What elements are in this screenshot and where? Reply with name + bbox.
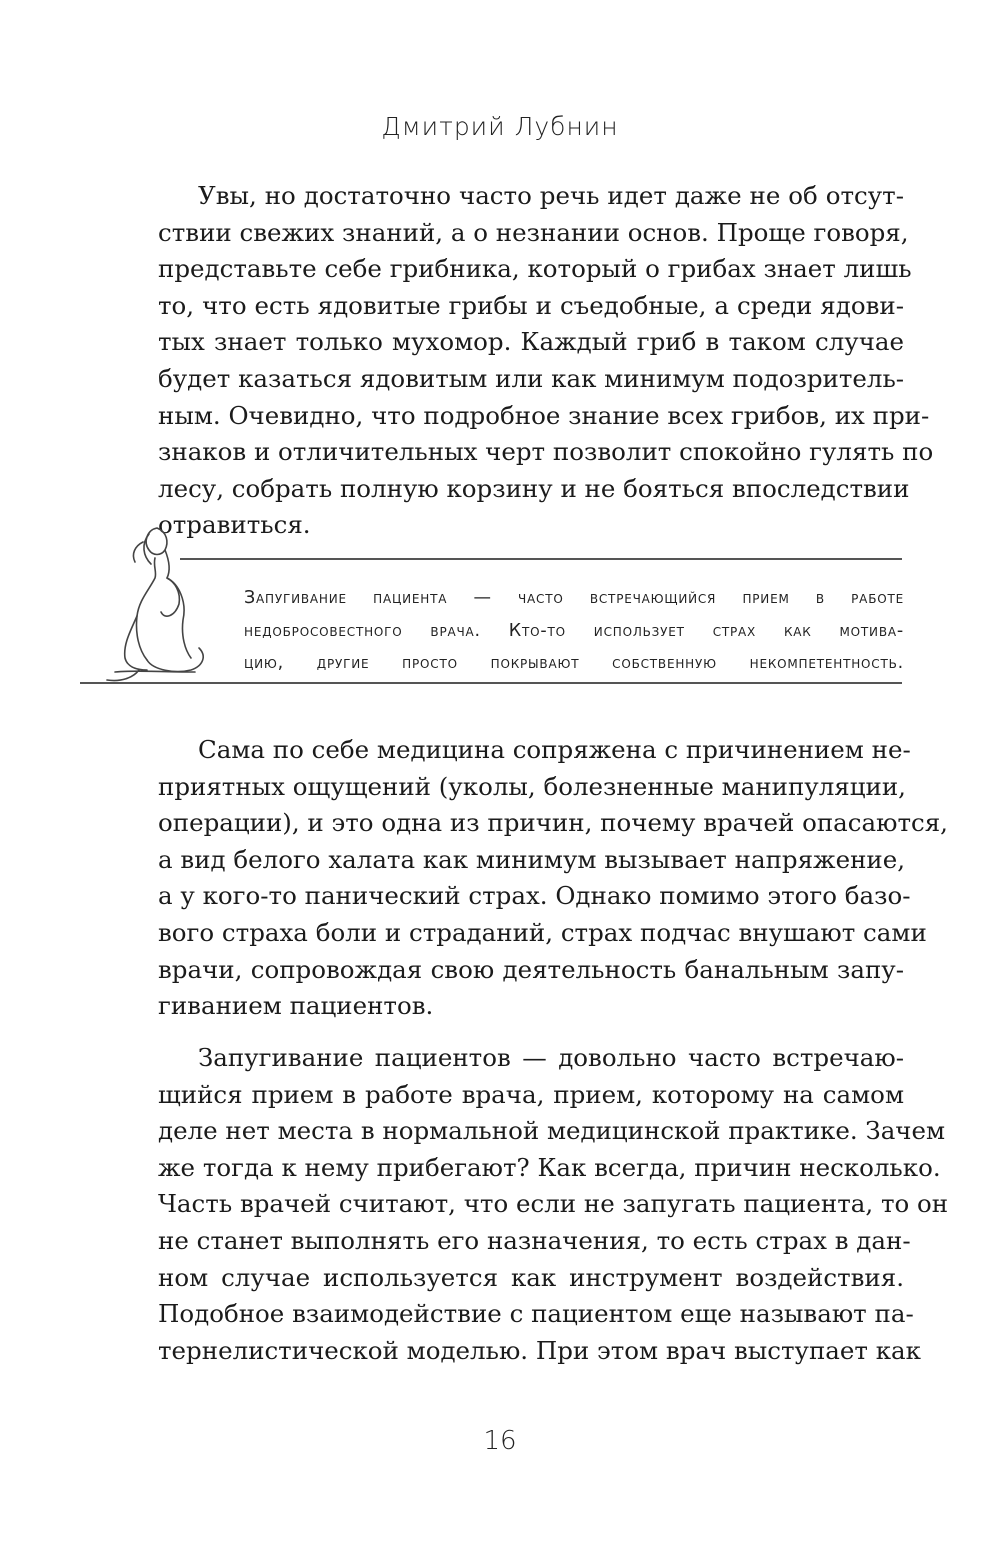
paragraph-medicine-fear <box>158 732 948 1025</box>
paragraph-intimidation <box>158 1040 949 1369</box>
text-line: будет казаться ядовитым или как минимум подозритель- <box>158 363 905 393</box>
text-line: гиванием пациентов. <box>158 991 434 1021</box>
text-line: операции), и это одна из причин, почему врачей опасаются, <box>158 808 948 838</box>
callout-top-rule <box>180 558 902 560</box>
text-line: Запугивание пациентов — довольно часто встречаю- <box>198 1043 904 1072</box>
running-head-author: Дмитрий Лубнин <box>381 112 619 141</box>
text-line: не станет выполнять его назначения, то есть страх в дан- <box>158 1225 911 1255</box>
text-line: ным. Очевидно, что подробное знание всех грибов, их при- <box>158 400 930 430</box>
text-line: ном случае используется как инструмент воздействия. <box>158 1262 904 1292</box>
text-line: а у кого-то панический страх. Однако помимо этого базо- <box>158 881 911 911</box>
callout-line: цию, другие просто покрывают собственную некомпетентность. <box>244 653 904 673</box>
text-line: приятных ощущений (уколы, болезненные манипуляции, <box>158 771 906 801</box>
text-line: Часть врачей считают, что если не запугать пациента, то он <box>158 1189 949 1219</box>
callout-quote <box>244 582 904 680</box>
text-line: щийся прием в работе врача, прием, которому на самом <box>158 1079 904 1109</box>
callout-line: недобросовестного врача. Кто-то использует страх как мотива- <box>244 620 904 641</box>
callout-line: Запугивание пациента — часто встречающийся прием в работе <box>244 588 904 608</box>
text-line: Увы, но достаточно часто речь идет даже не об отсут- <box>198 181 904 210</box>
text-line: тых знает только мухомор. Каждый гриб в таком случае <box>158 327 904 357</box>
text-line: Подобное взаимодействие с пациентом еще называют па- <box>158 1299 914 1329</box>
text-line: вого страха боли и страданий, страх подчас внушают сами <box>158 917 927 947</box>
text-line: знаков и отличительных черт позволит спокойно гулять по <box>158 437 934 467</box>
text-line: отравиться. <box>158 510 311 540</box>
callout-bottom-rule <box>80 682 902 684</box>
page-number: 16 <box>483 1426 517 1456</box>
text-line: тернелистической моделью. При этом врач выступает как <box>158 1335 921 1365</box>
text-line: то, что есть ядовитые грибы и съедобные, а среди ядови- <box>158 290 904 320</box>
text-line: врачи, сопровождая свою деятельность банальным запу- <box>158 954 904 984</box>
text-line: деле нет места в нормальной медицинской практике. Зачем <box>158 1116 946 1146</box>
text-line: представьте себе грибника, который о грибах знает лишь <box>158 254 912 284</box>
text-line: ствии свежих знаний, а о незнании основ. Проще говоря, <box>158 217 909 247</box>
text-line: а вид белого халата как минимум вызывает напряжение, <box>158 844 906 874</box>
paragraph-mushroom-analogy <box>158 178 934 544</box>
text-line: Сама по себе медицина сопряжена с причинением не- <box>198 735 911 764</box>
text-line: же тогда к нему прибегают? Как всегда, причин несколько. <box>158 1152 941 1182</box>
text-line: лесу, собрать полную корзину и не бояться впоследствии <box>158 473 910 503</box>
